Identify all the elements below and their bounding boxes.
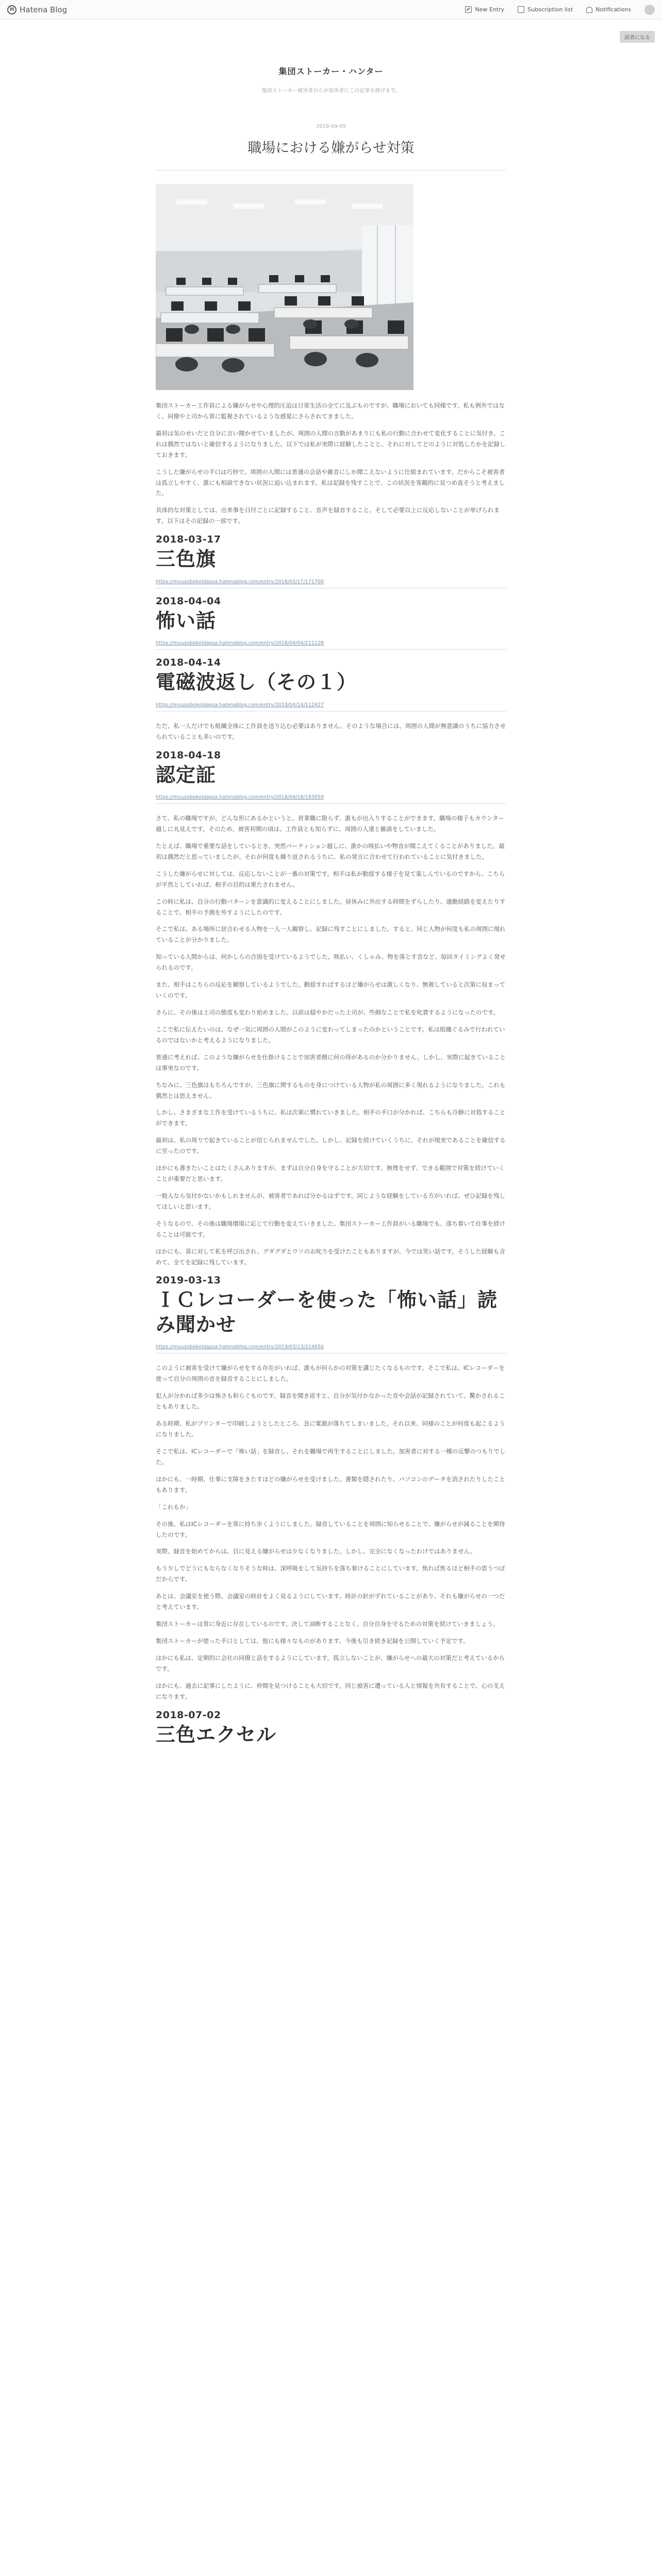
pencil-icon: [465, 6, 472, 13]
section-paragraph: ただ、私一人だけでも組織全体に工作員を送り込む必要はありません。そのような場合には、周囲の人間が無意識のうちに協力させられていることも多いのです。: [156, 722, 506, 740]
section-body: [156, 721, 506, 742]
section-paragraph: ここで私に伝えたいのは、なぜ一気に周囲の人間がこのように変わってしまったのかということです。私は組織ぐるみで行われているのではないかと考えるようになりました。: [156, 1025, 505, 1044]
section-body: [156, 1363, 506, 1702]
entry-intro: [156, 400, 506, 527]
section-link[interactable]: https://muusobokoldapsa.hatenablog.com/entry/2018/03/17/171700: [156, 579, 324, 585]
new-entry-button[interactable]: [465, 6, 504, 13]
section-paragraph: 普通に考えれば、このような嫌がらせを仕掛けることで加害者側に何の得があるのか分かりません。しかし、実際に起きていることは事実なのです。: [156, 1053, 506, 1072]
section-date: 2018-04-14: [156, 657, 221, 669]
entry-section: [156, 1709, 506, 1748]
new-entry-label: New Entry: [475, 6, 505, 13]
section-paragraph: ほかにも、喜に対して私を呼び出され、グダグダとウソのお叱りを受けたこともありますが、今では笑い話です。そうした経験も含めて、全てを記録に残しています。: [156, 1247, 505, 1266]
section-paragraph: 実際、録音を始めてからは、目に見える嫌がらせは少なくなりました。しかし、完全になくなったわけではありません。: [156, 1548, 476, 1555]
section-date: 2019-03-13: [156, 1275, 221, 1286]
blog-title[interactable]: 集団ストーカー・ハンター: [278, 66, 384, 76]
section-date: 2018-07-02: [156, 1709, 221, 1721]
section-paragraph: ほかにも私は、定期的に会社の同僚と話をするようにしています。孤立しないことが、嫌がらせへの最大の対策だと考えているからです。: [156, 1654, 505, 1672]
section-date: 2018-03-17: [156, 534, 221, 546]
entry-date[interactable]: 2018-09-05: [316, 124, 346, 129]
section-date: 2018-04-04: [156, 595, 221, 607]
section-paragraph: ほかにも、過去に記事にしたように、仲間を見つけることも大切です。同じ被害に遭っている人と情報を共有することで、心の支えになります。: [156, 1682, 505, 1700]
section-paragraph: 知っている人間からは、何かしらの合図を受けているようでした。咳払い、くしゃみ、物を落とす音など、毎回タイミングよく発せられるのです。: [156, 953, 506, 972]
section-heading: 電磁波返し（その１）: [156, 671, 357, 694]
topbar-actions: [465, 5, 655, 15]
section-link[interactable]: https://muusobokoldapsa.hatenablog.com/entry/2018/04/14/112427: [156, 702, 324, 708]
user-avatar[interactable]: [644, 5, 655, 15]
section-paragraph: さらに、その後は上司の態度も変わり始めました。以前は穏やかだった上司が、些細なことで私を叱責するようになったのです。: [156, 1008, 500, 1016]
section-paragraph: こうした嫌がらせに対しては、反応しないことが一番の対策です。相手は私が動揺する様子を見て楽しんでいるのですから、こちらが平然としていれば、相手の目的は果たされません。: [156, 870, 505, 888]
section-paragraph: そこで私は、ある場所に居合わせる人物を一人一人観察し、記録に残すことにしました。すると、同じ人物が何度も私の周囲に現れていることが分かりました。: [156, 925, 506, 944]
section-paragraph: ある時期、私がプリンターで印刷しようとしたところ、急に電源が落ちてしまいました。それ以来、同様のことが何度も起こるようになりました。: [156, 1420, 505, 1438]
section-paragraph: 集団ストーカーは常に身近に存在しているのです。決して油断することなく、自分自身を守るための対策を続けていきましょう。: [156, 1620, 499, 1628]
section-divider: [156, 649, 506, 650]
section-paragraph: 犯人が分かれば多少は怖さも和らぐものです。録音を聞き返すと、自分が気付かなかった音や会話が記録されていて、驚かされることもありました。: [156, 1392, 505, 1411]
entry-title[interactable]: 職場における嫌がらせ対策: [247, 140, 415, 156]
hatena-logo-icon: H: [7, 5, 16, 14]
subscription-list-button[interactable]: [518, 6, 573, 13]
section-link[interactable]: https://muusobokoldapsa.hatenablog.com/entry/2018/04/18/183059: [156, 794, 324, 801]
hatena-brand[interactable]: [7, 5, 67, 14]
intro-paragraph: 集団ストーカー工作員による嫌がらせや心理的圧迫は日常生活の全てに及ぶものですが、職場においても同様です。私も例外ではなく、同僚や上司から常に監視されているような感覚にさらされてきました。: [156, 402, 505, 420]
section-paragraph: あとは、会議室を使う際、会議室の時計をよく見るようにしています。時計の針がずれていることがあり、それも嫌がらせの一つだと考えています。: [156, 1592, 505, 1611]
section-paragraph: もう少しでどうにもならなくなりそうな時は、深呼吸をして気持ちを落ち着けることにしています。焦れば焦るほど相手の思うつぼだからです。: [156, 1565, 505, 1583]
section-heading: 怖い話: [156, 609, 217, 632]
section-paragraph: しかし、さまざまな工作を受けているうちに、私は次第に慣れていきました。相手の手口が分かれば、こちらも冷静に対処することができます。: [156, 1109, 506, 1127]
section-paragraph: 集団ストーカーが使った手口としては、他にも様々なものがあります。今後も引き続き記録を公開していく予定です。: [156, 1637, 469, 1645]
entry-section: [156, 534, 506, 588]
section-link[interactable]: https://muusobokoldapsa.hatenablog.com/entry/2018/04/04/211128: [156, 640, 324, 647]
notifications-label: Notifications: [595, 6, 631, 13]
title-divider: [156, 170, 506, 171]
section-heading: ＩＣレコーダーを使った「怖い話」読み聞かせ: [156, 1289, 498, 1336]
section-divider: [156, 803, 506, 804]
section-paragraph: このように被害を受けて嫌がらせをする存在がいれば、誰もが何らかの対策を講じたくなるものです。そこで私は、ICレコーダーを使って自分の周囲の音を録音することにしました。: [156, 1364, 505, 1383]
section-paragraph: ほかにも、一時期、仕事に支障をきたすほどの嫌がらせを受けました。書類を隠されたり、パソコンのデータを消されたりしたこともあります。: [156, 1475, 505, 1494]
section-date: 2018-04-18: [156, 749, 221, 761]
section-heading: 認定証: [156, 763, 217, 786]
office-photo: [156, 184, 413, 390]
notifications-button[interactable]: [586, 6, 631, 13]
intro-paragraph: 具体的な対策としては、出来事を日付ごとに記録すること、音声を録音すること、そして必要以上に反応しないことが挙げられます。以下はその記録の一部です。: [156, 506, 500, 525]
section-paragraph: さて、私の職場ですが、どんな形にあるかというと、営業職に限らず、誰もが出入りすることができます。職場の様子もカウンター越しに丸見えです。そのため、被害初期の頃は、工作員とも知らずに、周囲の人達と雑談をしていました。: [156, 815, 504, 833]
section-paragraph: そうなるので、その後は職場環境に応じて行動を変えていきました。集団ストーカー工作員がいる職場でも、落ち着いて仕事を続けることは可能です。: [156, 1219, 506, 1238]
section-paragraph: ちなみに、三色旗はもちろんですが、三色旗に関するものを身につけている人物が私の周囲に多く現れるようになりました。これも偶然とは思えません。: [156, 1081, 506, 1099]
section-paragraph: また、相手はこちらの反応を観察しているようでした。動揺すればするほど嫌がらせは激しくなり、無視していると次第に収まっていくのです。: [156, 981, 506, 999]
section-paragraph: 一般人なら気付かないかもしれませんが、被害者であれば分かるはずです。同じような経験をしている方がいれば、ぜひ記録を残してほしいと思います。: [156, 1192, 505, 1210]
section-paragraph: ほかにも書きたいことはたくさんありますが、まずは自分自身を守ることが大切です。無理をせず、できる範囲で対策を続けていくことが重要だと思います。: [156, 1164, 505, 1183]
subscription-list-label: Subscription list: [527, 6, 573, 13]
section-paragraph: その後、私はICレコーダーを常に持ち歩くようにしました。録音していることを周囲に知らせることで、嫌がらせが減ることを期待したのです。: [156, 1520, 505, 1538]
bell-icon: [586, 7, 592, 13]
section-body: [156, 813, 506, 1267]
hatena-brand-label: Hatena Blog: [20, 5, 68, 14]
list-icon: [518, 6, 524, 13]
intro-paragraph: こうした嫌がらせの手口は巧妙で、周囲の人間には普通の会話や雑音にしか聞こえないように仕組まれています。だからこそ被害者は孤立しやすく、誰にも相談できない状況に追い込まれます。私は記録を残すことで、この状況を客観的に見つめ直そうと考えました。: [156, 468, 505, 497]
section-heading: 三色エクセル: [156, 1723, 277, 1746]
section-link[interactable]: https://muusobokoldapsa.hatenablog.com/entry/2019/03/13/214650: [156, 1344, 324, 1350]
intro-paragraph: 最初は気のせいだと自分に言い聞かせていましたが、周囲の人間の言動があまりにも私の行動に合わせて変化することに気付き、これは偶然ではないと確信するようになりました。以下では私が実際に経験したことと、それに対してどのように対処したかを記録しておきます。: [156, 429, 506, 459]
entry-section: [156, 750, 506, 1268]
entry-main: [156, 124, 506, 1747]
entry-section: [156, 657, 506, 742]
section-paragraph: 「これもか」: [156, 1503, 191, 1511]
section-paragraph: そこで私は、ICレコーダーで「怖い話」を録音し、それを職場で再生することにしました。加害者に対する一種の反撃のつもりでした。: [156, 1448, 506, 1466]
section-paragraph: この時に私は、自分の行動パターンを意識的に変えることにしました。昼休みに外出する時間をずらしたり、通勤経路を変えたりすることで、相手の予測を外すようにしたのです。: [156, 897, 506, 916]
entry-section: [156, 1275, 506, 1702]
entry-section: [156, 596, 506, 650]
section-heading: 三色旗: [156, 548, 217, 571]
subscribe-reader-button[interactable]: 読者になる: [620, 31, 655, 43]
office-photo-illustration: [156, 184, 413, 390]
blog-header: [0, 20, 662, 94]
section-paragraph: たとえば、職場で重要な話をしているとき、突然パーティション越しに、誰かの咳払いや物音が聞こえてくることがありました。最初は偶然だと思っていましたが、それが何度も繰り返されるうちに、私の発言に合わせて行われていることに気付きました。: [156, 842, 505, 860]
blog-description: 集団ストーカー被害者自らが加害者にこの記事を捧げます。: [261, 88, 401, 94]
section-paragraph: 最初は、私の周りで起きていることが信じられませんでした。しかし、記録を続けていくうちに、それが現実であることを確信するに至ったのです。: [156, 1137, 506, 1155]
hatena-topbar: [0, 0, 662, 20]
